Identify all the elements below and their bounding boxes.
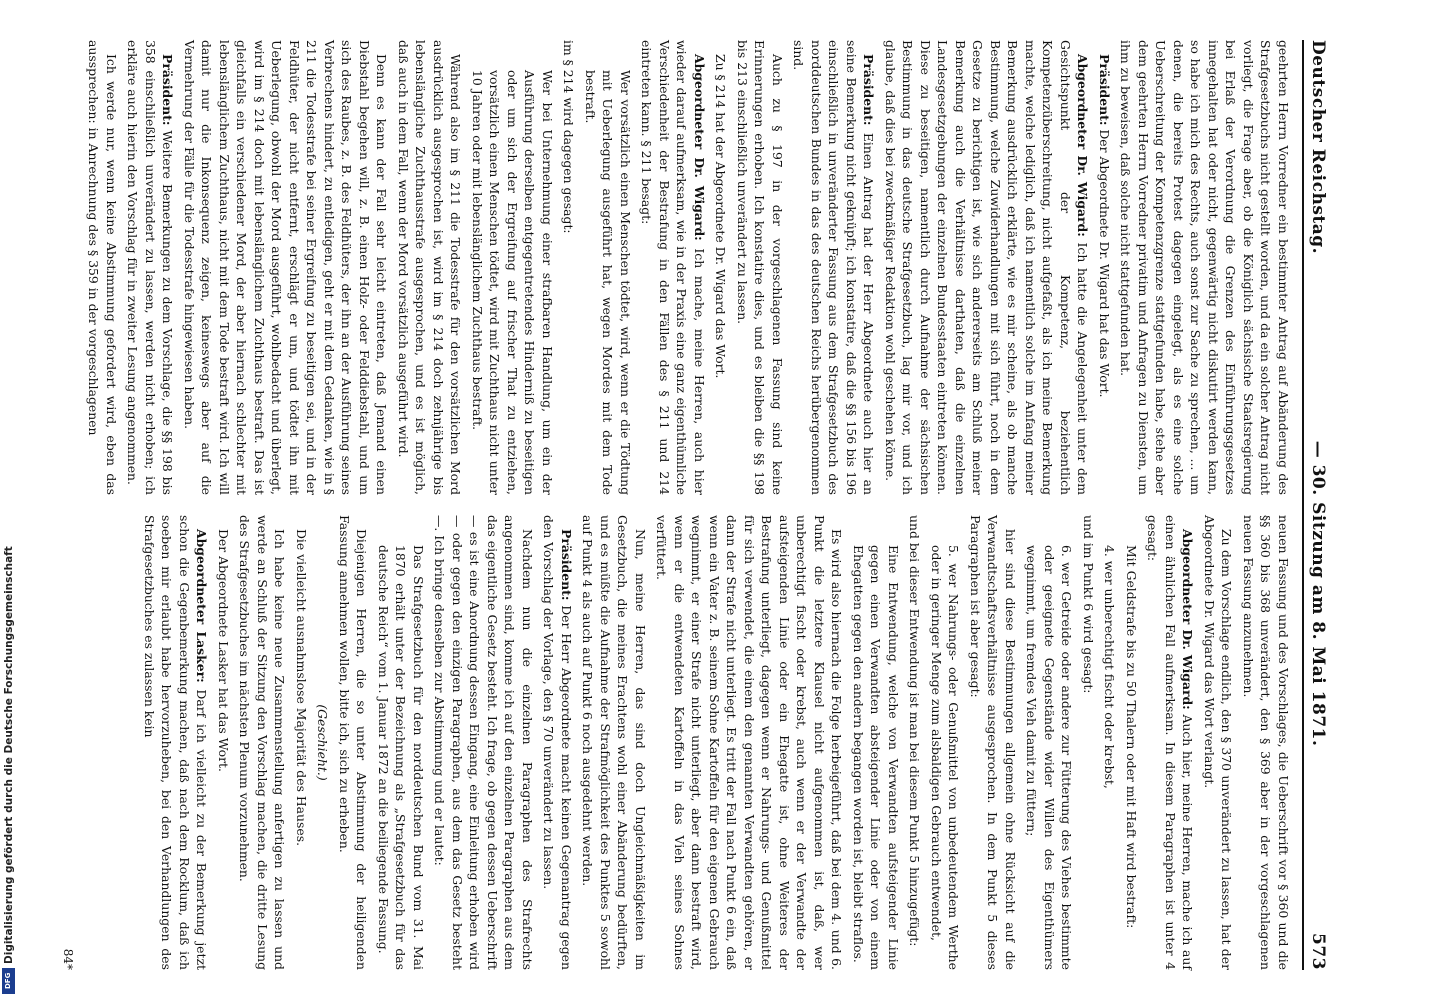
- speaker-name: Präsident:: [861, 54, 877, 126]
- speaker-name: Abgeordneter Dr. Wigard:: [1075, 54, 1091, 237]
- speech-text: Einen Antrag hat der Herr Abgeordnete auch hier an seine Bemerkung nicht geknüpft; ich konstatire, daß die §§ 156 bis 196 einschließlich in unveränderter Fassung aus dem Strafgesetzbuch des norddeutschen Bundes in das des deutschen Reichs herübergenommen sind.: [791, 40, 877, 495]
- speaker-name: Präsident:: [1097, 54, 1112, 126]
- text-paragraph: Es wird also hiernach die Folge herbeigeführt, daß bei dem 4. und 6. Punkt die letztere Klausel nicht aufgenommen ist, daß, wer unberechtigt fischt oder krebst, auch wenn er der Verwandte der aufsteigenden Linie oder ein Ehegatte ist, ohne Weiteres der Bestrafung unterliegt, dagegen wenn er Nahrungs- und Genußmittel für sich verwendet, die einem den genannten Verwandten gehören, er dann der Strafe nicht unterliegt. Es tritt der Fall nach Punkt 6 ein, daß wenn ein Vater z. B. seinem Sohne Kartoffeln für den eigenen Gebrauch wegnimmt, er einer Strafe nicht unterliegt, aber dann bestraft wird, wenn er die entwendeten Kartoffeln in das Vieh seines Sohnes verfüttert.: [654, 515, 845, 970]
- header-left: Deutscher Reichstag.: [1308, 40, 1328, 255]
- speaker-paragraph: [1144, 515, 1197, 970]
- speech-text: Weitere Bemerkungen zu dem Vorschlage, die §§ 198 bis 358 einschließlich unverändert zu lassen, werden nicht erhoben; ich erkläre auch hierin den Vorschlag für in zweiter Lesung angenommen.: [125, 40, 176, 495]
- text-paragraph: Denn es kann der Fall sehr leicht eintreten, daß Jemand einen Diebstahl begehen will, z. B. einen Holz- oder Felddiebstahl, und um sich des Raubes, z. B. des Feldhüters, der ihn an der Ausführung seines Verbrechens hindert, zu entledigen, geht er mit dem Gedanken, wie in § 211 die Todesstrafe bei seiner Ergreifung zu beseitigen sei, und in der Feldhüter, der nicht entfernt, erschlägt er um, und tödtet ihn mit Ueberlegung, obwohl der Mord ausgeführt, wohlbedacht und überlegt, wird im § 214 doch mit lebenslänglichem Zuchthaus bestraft. Das ist gleichfalls ein verschiedener Mord, der aber hiernach schlechter mit lebenslänglichem Zuchthaus, nicht mit dem Tode bestraft wird. Ich will damit nur die Inkonsequenz zeigen, keineswegs aber auf die Vermehrung der Fälle für die Todesstrafe hingewiesen haben.: [182, 40, 390, 495]
- speaker-name: Abgeordneter Dr. Wigard:: [692, 54, 707, 241]
- speech-text: Auch hier, meine Herren, mache ich auf einen ähnlichen Fall aufmerksam. In diesem Paragraphen ist unter 4 gesagt:: [1145, 515, 1196, 970]
- text-paragraph: Nachdem nun die einzelnen Paragraphen des Strafrechts angenommen sind, komme ich auf den einzelnen Paragraphen aus dem das eigentliche Gesetz besteht. Ich frage, ob gegen dessen Ueberschrift — es ist eine Anordnung dessen Eingang, eine Einleitung erhoben wird — oder gegen den einzigen Paragraphen, aus dem das Gesetz besteht —. Ich bringe denselben zur Abstimmung und er lautet:: [432, 515, 535, 970]
- text-paragraph: neuen Fassung und des Vorschlages, die Ueberschrift vor § 360 und die §§ 360 bis 368 unverändert, den § 369 aber in der vorgeschlagenen neuen Fassung anzunehmen.: [1241, 515, 1291, 970]
- text-paragraph: Diejenigen Herren, die so unter Abstimmung der heiligenden Fassung annehmen wollen, bitte ich, sich zu erheben.: [337, 515, 370, 970]
- quoted-provision: Wer vorsätzlich einen Menschen tödtet, wird, wenn er die Tödtung mit Ueberlegung ausgeführt hat, wegen Mordes mit dem Tode bestraft.: [583, 70, 633, 495]
- speaker-paragraph: [882, 40, 1092, 495]
- header-title: — 30. Sitzung am 8. Mai 1871.: [1308, 440, 1328, 747]
- text-paragraph: Die vielleicht ausnahmslose Majorität des Hauses.: [294, 529, 309, 847]
- text-paragraph: (Geschieht.): [315, 704, 331, 781]
- text-paragraph: im § 214 wird dagegen gesagt:: [561, 40, 577, 234]
- text-paragraph: Der Abgeordnete Lasker hat das Wort.: [216, 529, 231, 772]
- text-paragraph: Zu dem Vorschlage endlich, den § 370 unverändert zu lassen, hat der Abgeordnete Dr. Wigard das Wort verlangt.: [1202, 515, 1235, 970]
- speaker-name: Abgeordneter Lasker:: [194, 529, 210, 683]
- text-columns: [81, 40, 1292, 970]
- speaker-paragraph: [638, 40, 708, 495]
- speaker-paragraph: [540, 515, 575, 970]
- text-paragraph: Ich werde nur, wenn keine Abstimmung gefordert wird, eben das aussprechen: in Anrechnung des § 359 in der vorgeschlagenen: [86, 40, 119, 495]
- text-paragraph: Zu § 214 hat der Abgeordnete Dr. Wigard das Wort.: [713, 54, 729, 379]
- credit-text: Digitalisierung gefördert durch die Deutsche Forschungsgemeinschaft: [3, 546, 15, 964]
- speaker-name: Abgeordneter Dr. Wigard:: [1180, 529, 1196, 710]
- quoted-provision: 6. wer Getreide oder andere zur Fütterung des Viehes bestimmte oder geeignete Gegenstände wider Willen des Eigenthümers wegnimmt, um fremdes Vieh damit zu füttern;: [1024, 545, 1075, 970]
- quoted-provision: Mit Geldstrafe bis zu 50 Thalern oder mit Haft wird bestraft:: [1124, 545, 1139, 929]
- quoted-provision: Eine Entwendung, welche von Verwandten aufsteigender Linie gegen einen Verwandten absteigender Linie oder von einem Ehegatten gegen den andern begangen worden ist, bleibt straflos.: [851, 545, 901, 970]
- speech-text: Darf ich vielleicht zu der Bemerkung jetzt schon die Gegenbemerkung machen, daß nach dem Rocklum, daß ich soeben mir erlaubt habe hervorzuheben, bei den Verhandlungen des Strafgesetzbuches es zulassen kein: [142, 515, 210, 970]
- text-paragraph: Während also im § 211 die Todesstrafe für den vorsätzlichen Mord ausdrücklich ausgesprochen ist, wird im § 214 doch zehnjährige bis lebenslängliche Zuchthausstrafe ausgesprochen, und es ist möglich, daß auch in dem Fall, wenn der Mord vorsätzlich ausgeführt wird.: [396, 40, 464, 495]
- dfg-logo: DFG: [2, 968, 15, 994]
- page-header: [1302, 40, 1328, 970]
- text-paragraph: und bei dieser Entwendung ist man bei diesem Punkt 5 hinzugefügt:: [907, 515, 923, 947]
- quoted-provision: 4. wer unberechtigt fischt oder krebst,: [1102, 545, 1118, 789]
- speech-text: Der Herr Abgeordnete macht keinen Gegenantrag gegen den Vorschlag der Vorlage, den § 70 unverändert zu lassen.: [541, 515, 574, 970]
- speaker-paragraph: [1096, 40, 1114, 495]
- text-paragraph: Ich habe keine neue Zusammenstellung anfertigen zu lassen und werde an Schluß der Sitzung den Vorschlag machen, die dritte Lesung des Strafgesetzbuches im nächsten Plenum vorzunehmen.: [237, 515, 288, 970]
- speech-text: Ich mache, meine Herren, auch hier wieder darauf aufmerksam, wie in der Praxis eine ganz eigenthümliche Verschiedenheit der Bestrafung in den Fällen des § 211 und 214 eintreten kann. § 211 besagt:: [639, 40, 707, 495]
- digitization-credit: [2, 0, 16, 1000]
- newspaper-page: [10, 0, 1350, 1000]
- right-column: [81, 515, 1292, 970]
- quoted-provision: Wer bei Unternehmung einer strafbaren Handlung, um ein der Ausführung derselben entgegentretendes Hinderniß zu beseitigen oder um sich der Ergreifung auf frischer That zu entziehen, vorsätzlich einen Menschen tödtet, wird mit Zuchthaus nicht unter 10 Jahren oder mit lebenslänglichem Zuchthaus bestraft.: [470, 70, 555, 495]
- quoted-provision: Das Strafgesetzbuch für den norddeutschen Bund vom 31. Mai 1870 erhält unter der Bezeichnung als „Strafgesetzbuch für das deutsche Reich“ vom 1. Januar 1872 an die beiliegende Fassung.: [376, 545, 426, 970]
- speaker-name: Präsident:: [559, 529, 574, 601]
- speaker-paragraph: [790, 40, 878, 495]
- text-paragraph: hier sind diese Bestimmungen allgemein ohne Rücksicht auf die Verwandtschaftsverhältnisse ausgesprochen. In dem Punkt 5 dieses Paragraphen ist aber gesagt:: [968, 515, 1018, 970]
- text-paragraph: Auch zu § 197 in der vorgeschlagenen Fassung sind keine Erinnerungen erhoben. Ich konstatire dies, und es bleiben die §§ 198 bis 213 einschließlich unverändert zu lassen.: [735, 40, 785, 495]
- speaker-name: Präsident:: [160, 54, 176, 126]
- text-paragraph: Nun, meine Herren, das sind doch Ungleichmäßigkeiten im Gesetzbuch, die meines Erachtens wohl einer Abänderung bedürften, und es müßte die Aufnahme der Strafmöglichkeit des Punktes 5 sowohl auf Punkt 4 als auch auf Punkt 6 noch ausgedehnt werden.: [580, 515, 648, 970]
- text-paragraph: geehrten Herrn Vorredner ein bestimmter Antrag auf Abänderung des Strafgesetzbuchs nicht gestellt worden, und da ein solcher Antrag nicht vorliegt, die Frage aber, ob die Königlich sächsische Staatsregierung bei Erlaß der Verordnung die Grenzen des Einführungsgesetzes innegehalten hat oder nicht, gegenwärtig nicht diskutirt werden kann, so habe ich mich des Rechts, auch sonst zur Sache zu sprechen, ... um denen, die bereits Protest dagegen eingelegt, als es eine solche Ueberschreitung der Kompetenzgrenze stattgefunden habe, stehe aber dem geehrten Herrn Vorredner privatim und Anfragen zu Diensten, um ihm zu beweisen, daß solche nicht stattgefunden hat.: [1118, 40, 1291, 495]
- text-paragraph: und im Punkt 6 wird gesagt:: [1081, 515, 1096, 694]
- quoted-provision: 5. wer Nahrungs- oder Genußmittel von unbedeutendem Werthe oder in geringer Menge zum alsbaldigen Gebrauch entwendet,: [929, 545, 962, 970]
- speaker-paragraph: [141, 515, 211, 970]
- left-column: [81, 40, 1292, 495]
- speech-text: Ich hatte die Angelegenheit unter dem Gesichtspunkt der Kompetenz, beziehentlich Kompetenzüberschreitung, nicht aufgefaßt, als ich meine Bemerkung machte, welche lediglich, daß ich namentlich solche im Anfang meiner Bemerkung ausdrücklich erklärte, wie es mir scheine, als ob manche Bestimmung, welche Zuwiderhandlungen mit sich führt, noch in dem Gesetze zu berichtigen ist, wie sich andererseits am Schluß meiner Bemerkung auch die Verhältnisse darthaten, daß die einzelnen Landesgesetzgebungen der einzelnen Bundesstaaten eintreten können. Diese zu beseitigen, namentlich durch Aufnahme der sächsischen Bestimmung in das deutsche Strafgesetzbuch, lag mir vor, und ich glaube, daß dies bei zweckmäßiger Redaktion wohl geschehen könne.: [883, 40, 1091, 495]
- page-number: 573: [1308, 933, 1328, 970]
- footer-mark: 84*: [61, 948, 75, 970]
- speaker-paragraph: [124, 40, 177, 495]
- speech-text: Der Abgeordnete Dr. Wigard hat das Wort.: [1097, 129, 1112, 398]
